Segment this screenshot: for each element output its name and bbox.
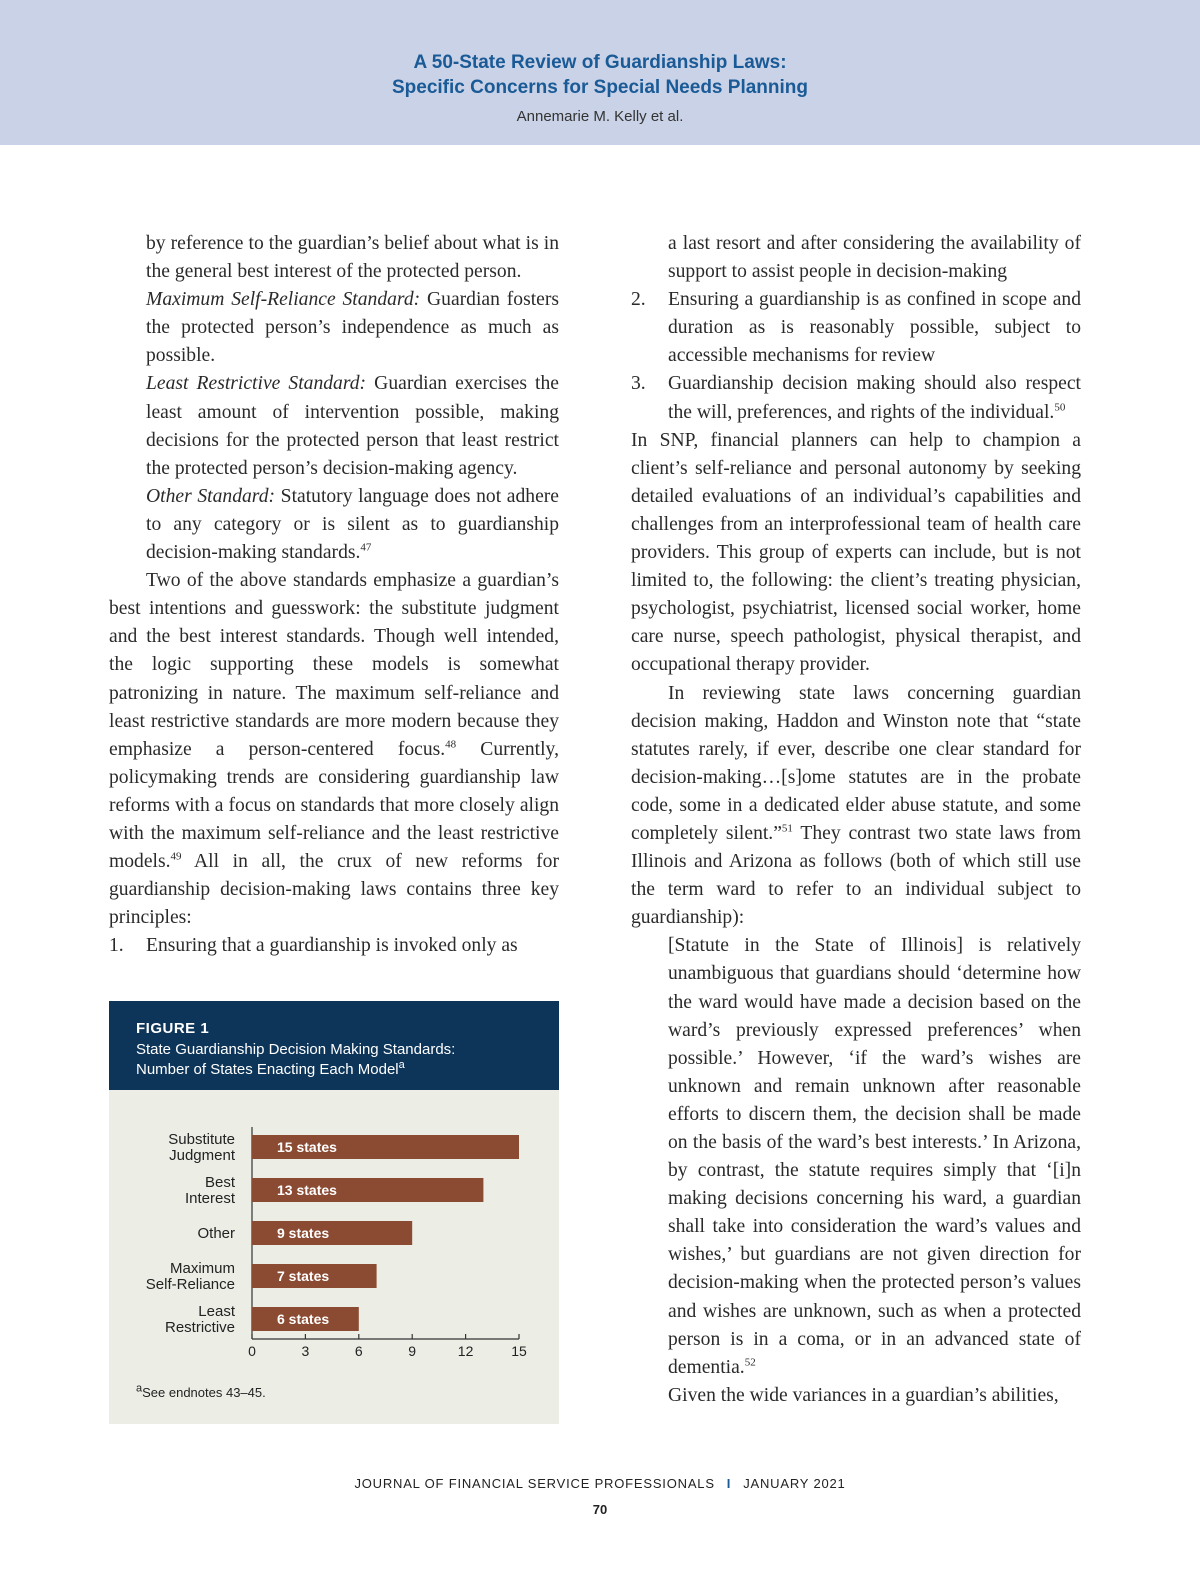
category-label: Judgment (169, 1147, 235, 1164)
paragraph: In reviewing state laws concerning guardian decision making, Haddon and Winston note that “state statutes rarely, if ever, describe one clear standard for decision-making…[s]ome statutes are in the probate code, some in a dedicated elder abuse statute, and some completely silent.”$^{51}$ They contrast two state laws from Illinois and Arizona as follows (both of which still use the term ward to refer to an individual subject to guardianship): (631, 682, 1082, 929)
bar-label: 9 states (277, 1225, 330, 1241)
left-column (109, 230, 559, 960)
issue-date: JANUARY 2021 (743, 1476, 846, 1491)
paragraph: Given the wide variances in a guardian’s abilities, (668, 1384, 1059, 1406)
endnote-ref: 52 (744, 1356, 756, 1369)
x-tick-label: 12 (457, 1343, 474, 1359)
category-label: Self-Reliance (145, 1276, 235, 1293)
paragraph: In SNP, financial planners can help to champion a client’s self-reliance and personal autonomy by seeking detailed evaluations of an individual’s capabilities and challenges from an interprofessional team of health care providers. This group of experts can include, but is not limited to, the following: the client’s treating physician, psychologist, psychiatrist, licensed social worker, home care nurse, speech pathologist, physical therapist, and occupational therapy provider. (631, 429, 1081, 676)
paragraph: Maximum Self-Reliance Standard: Guardian fosters the protected person’s independence as much as possible. (146, 289, 559, 367)
bar-chart (109, 1101, 559, 1371)
x-tick-label: 6 (354, 1343, 363, 1359)
x-tick-label: 9 (408, 1343, 417, 1359)
list-number: 1. (109, 935, 124, 957)
term-label: Least Restrictive Standard: (146, 373, 367, 395)
term-label: Maximum Self-Reliance Standard: (146, 289, 421, 311)
article-title-line1: A 50-State Review of Guardianship Laws: (413, 52, 787, 73)
journal-name: JOURNAL OF FINANCIAL SERVICE PROFESSIONALS (354, 1476, 715, 1491)
article-authors: Annemarie M. Kelly et al. (516, 108, 684, 125)
list-number: 3. (631, 373, 646, 395)
paragraph: Other Standard: Statutory language does not adhere to any category or is silent as to guardianship decision-making standards.$^{47}$ (146, 485, 559, 564)
paragraph: Two of the above standards emphasize a guardian’s best intentions and guesswork: the substitute judgment and the best interest standards. Though well intended, the logic supporting these models is somewhat patronizing in nature. The maximum self-reliance and least restrictive standards are more modern because they emphasize a person-centered focus.$^{48}$ Currently, policymaking trends are considering guardianship law reforms with a focus on standards that more closely align with the maximum self-reliance and the least restrictive models.$^{49}$ All in all, the crux of new reforms for guardianship decision-making laws contains three key principles: (109, 570, 559, 929)
list-item-continued: a last resort and after considering the availability of support to assist people in decision-making (668, 233, 1081, 283)
right-column (631, 230, 1081, 1410)
figure-label: FIGURE 1 (136, 1020, 210, 1037)
endnote-ref: 49 (170, 850, 182, 863)
x-tick-label: 3 (301, 1343, 310, 1359)
bar-label: 7 states (277, 1268, 330, 1284)
list-item: 2. Ensuring a guardianship is as confined in scope and duration as is reasonably possible, subject to accessible mechanisms for review (631, 286, 1081, 370)
term-label: Other Standard: (146, 485, 276, 507)
endnote-ref: 51 (781, 822, 793, 835)
category-label: Interest (184, 1190, 235, 1207)
endnote-ref: 48 (445, 738, 457, 751)
block-quote: [Statute in the State of Illinois] is relatively unambiguous that guardians should ‘determine how the ward would have made a decision based on the ward’s previously expressed preferences’ when possible.’ However, ‘if the ward’s wishes are unknown and remain unknown after reasonable efforts to discern them, the decision shall be made on the basis of the ward’s best interests.’ In Arizona, by contrast, the statute requires simply that ‘[i]n making decisions concerning his ward, a guardian shall take into consideration the ward’s values and wishes,’ but guardians are not given direction for decision-making when the protected person’s values and wishes are unknown, such as when a protected person is in a coma, or in an advanced state of dementia.$^{52}$ (668, 935, 1081, 1378)
page-header (0, 0, 1200, 145)
figure-title: State Guardianship Decision Making Standards: Number of States Enacting Each Model$^a$ (136, 1041, 456, 1078)
page-footer (0, 1476, 1200, 1491)
endnote-ref: 47 (360, 541, 372, 554)
bar-label: 13 states (277, 1182, 337, 1198)
category-label: Other (197, 1225, 235, 1242)
article-title-line2: Specific Concerns for Special Needs Planning (391, 77, 808, 98)
category-label: Least (198, 1303, 235, 1320)
figure-header (109, 1001, 559, 1090)
endnote-ref: 50 (1054, 401, 1066, 414)
figure-note: $^a$See endnotes 43–45. (136, 1382, 266, 1400)
list-number: 2. (631, 289, 646, 311)
list-item: 1. Ensuring that a guardianship is invoked only as (109, 932, 559, 960)
category-label: Maximum (169, 1260, 235, 1277)
category-label: Restrictive (164, 1319, 235, 1336)
paragraph: by reference to the guardian’s belief about what is in the general best interest of the protected person. (146, 233, 559, 283)
figure-1 (109, 1001, 559, 1424)
list-item: 3. Guardianship decision making should also respect the will, preferences, and rights of the individual.$^{50}$ (631, 370, 1081, 426)
x-tick-label: 15 (511, 1343, 527, 1359)
page-number: 70 (592, 1502, 608, 1517)
paragraph: Least Restrictive Standard: Guardian exercises the least amount of intervention possible, making decisions for the protected person that least restrict the protected person’s decision-making agency. (146, 373, 559, 479)
bar-label: 6 states (277, 1311, 330, 1327)
category-label: Best (204, 1174, 235, 1191)
category-label: Substitute (168, 1131, 235, 1148)
bar-label: 15 states (277, 1139, 337, 1155)
x-tick-label: 0 (248, 1343, 256, 1359)
figure-title-note: a (398, 1059, 405, 1071)
footer-separator: I (726, 1476, 732, 1491)
